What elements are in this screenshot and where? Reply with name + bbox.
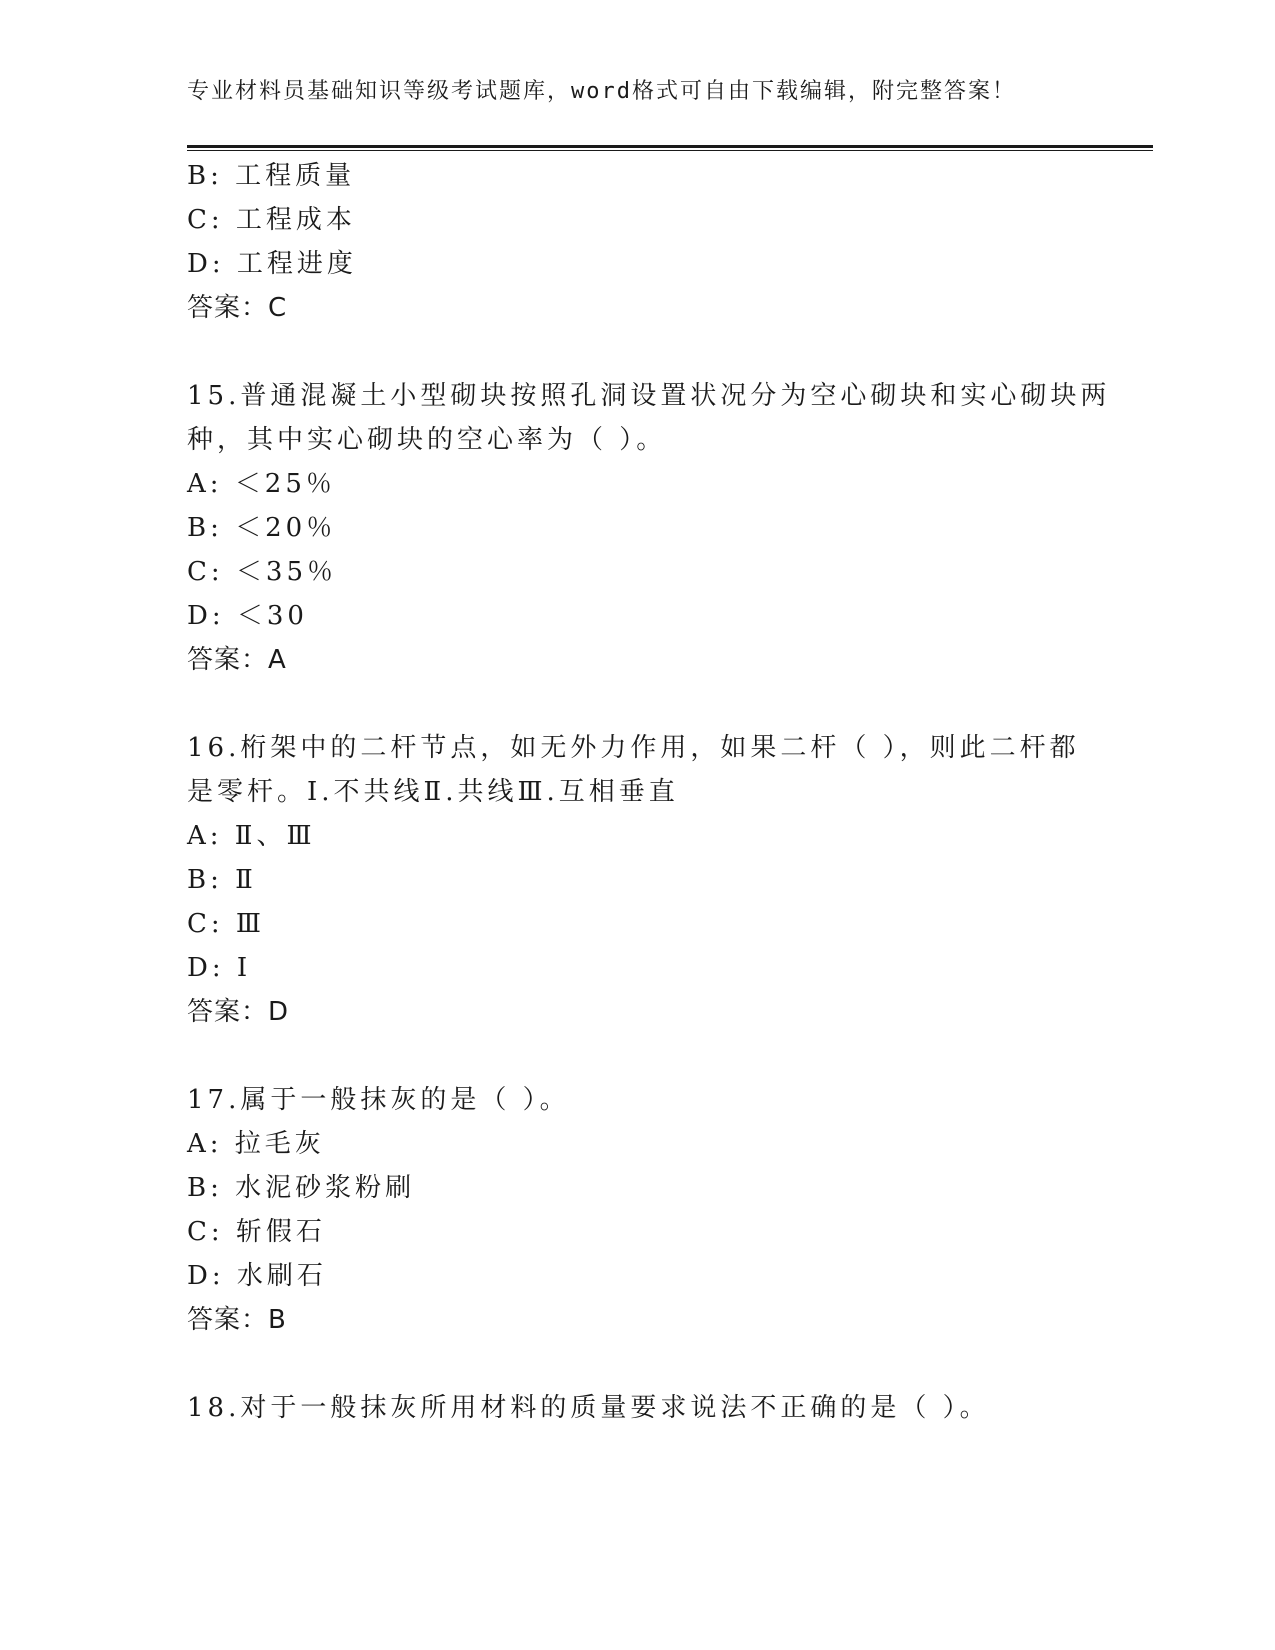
question-16-line-1: 16.桁架中的二杆节点，如无外力作用，如果二杆（ ），则此二杆都 (187, 733, 1080, 763)
question-17-answer: 答案：B (187, 1305, 287, 1335)
question-15-option-b: B: ＜20％ (187, 513, 337, 543)
question-16-option-c: C: Ⅲ (187, 909, 265, 939)
answer: 答案：C (187, 293, 288, 323)
header-rule-thick (187, 145, 1153, 148)
header-rule-thin (187, 150, 1153, 151)
question-17-option-d: D: 水刷石 (187, 1261, 327, 1291)
question-17-option-b: B: 水泥砂浆粉刷 (187, 1173, 416, 1203)
option-c: C: 工程成本 (187, 205, 356, 235)
option-b: B: 工程质量 (187, 161, 356, 191)
question-16-option-a: A: Ⅱ、Ⅲ (187, 821, 316, 851)
question-15-line-2: 种，其中实心砌块的空心率为（ ）。 (187, 425, 667, 455)
question-17-line-1: 17.属于一般抹灰的是（ ）。 (187, 1085, 570, 1115)
question-15-answer: 答案：A (187, 645, 287, 675)
question-16-option-b: B: Ⅱ (187, 865, 257, 895)
question-16-option-d: D: I (187, 953, 252, 983)
question-15-option-d: D: ＜30 (187, 601, 308, 631)
question-16-line-2: 是零杆。I.不共线Ⅱ.共线Ⅲ.互相垂直 (187, 777, 679, 807)
option-d: D: 工程进度 (187, 249, 357, 279)
question-17-option-a: A: 拉毛灰 (187, 1129, 325, 1159)
question-17-option-c: C: 斩假石 (187, 1217, 326, 1247)
page-header: 专业材料员基础知识等级考试题库，word格式可自由下载编辑，附完整答案！ (187, 79, 1016, 104)
question-15-option-c: C: ＜35％ (187, 557, 338, 587)
question-18-line-1: 18.对于一般抹灰所用材料的质量要求说法不正确的是（ ）。 (187, 1393, 990, 1423)
question-16-answer: 答案：D (187, 997, 290, 1027)
question-15-option-a: A: ＜25％ (187, 469, 336, 499)
question-15-line-1: 15.普通混凝土小型砌块按照孔洞设置状况分为空心砌块和实心砌块两 (187, 381, 1111, 411)
